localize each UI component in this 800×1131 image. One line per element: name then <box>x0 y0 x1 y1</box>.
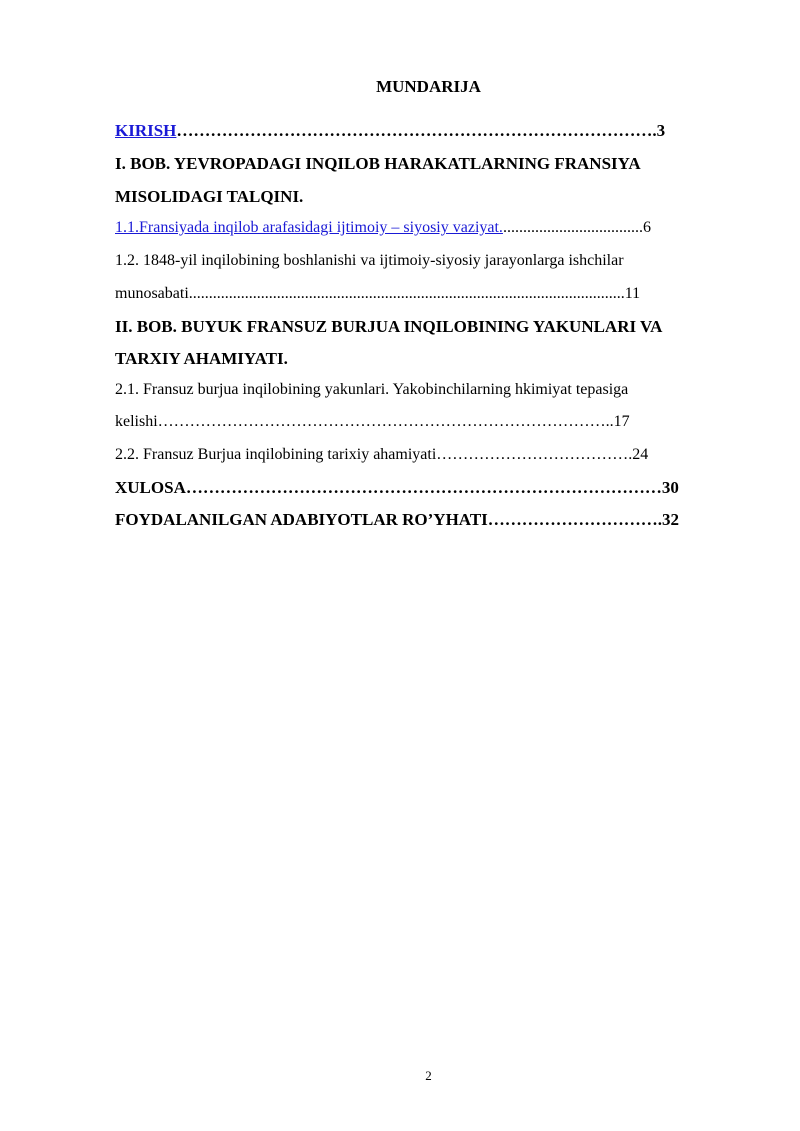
toc-page-number: 11 <box>624 285 641 302</box>
toc-chapter-1-heading: I. BOB. YEVROPADAGI INQILOB HARAKATLARNING FRANSIYA <box>115 154 641 173</box>
toc-entry-text: XULOSA <box>115 478 186 497</box>
toc-leader-dots: ................................... <box>502 219 643 236</box>
toc-link-1-1[interactable]: 1.1.Fransiyada inqilob arafasidagi ijtimoiy – siyosiy vaziyat. <box>115 219 503 236</box>
toc-entry-text: kelishi <box>115 413 158 430</box>
toc-page-number: 17 <box>613 413 630 430</box>
toc-entry-2-1: 2.1. Fransuz burjua inqilobining yakunlari. Yakobinchilarning hkimiyat tepasiga <box>115 381 629 398</box>
toc-entry-2-2 <box>115 447 648 463</box>
toc-entry-1-2: 1.2. 1848-yil inqilobining boshlanishi va ijtimoiy-siyosiy jarayonlarga ishchilar <box>115 252 624 269</box>
toc-page-number: 6 <box>642 219 651 236</box>
toc-entry-kirish <box>115 122 665 139</box>
toc-leader-dots: …………………………. <box>487 510 663 529</box>
toc-leader-dots: ............................................................................................................. <box>188 285 625 302</box>
toc-leader-dots: ………………………………. <box>436 446 633 463</box>
toc-page-number: 30 <box>661 478 679 497</box>
toc-leader-dots: ………………………………………………………………………….. <box>157 413 614 430</box>
toc-entry-text: munosabati <box>115 285 189 302</box>
toc-leader-dots: …………………………………………………………………………. <box>176 121 657 140</box>
toc-chapter-2-heading-cont: TARXIY AHAMIYATI. <box>115 349 288 368</box>
page-number: 2 <box>425 1068 432 1083</box>
toc-page-number: 32 <box>662 510 680 529</box>
toc-entry-1-2-cont <box>115 286 640 302</box>
toc-chapter-1-heading-cont: MISOLIDAGI TALQINI. <box>115 187 304 206</box>
toc-entry-xulosa <box>115 479 679 496</box>
toc-entry-text: 2.2. Fransuz Burjua inqilobining tarixiy ahamiyati <box>115 446 437 463</box>
toc-chapter-2-heading: II. BOB. BUYUK FRANSUZ BURJUA INQILOBINING YAKUNLARI VA <box>115 317 663 336</box>
toc-page-number: 24 <box>632 446 649 463</box>
toc-link-kirish[interactable]: KIRISH <box>115 121 177 140</box>
toc-title: MUNDARIJA <box>376 77 481 96</box>
toc-entry-1-1 <box>115 220 651 236</box>
toc-entry-2-1-cont <box>115 414 630 430</box>
toc-leader-dots: ………………………………………………………………………… <box>185 478 662 497</box>
toc-page-number: 3 <box>656 121 666 140</box>
toc-entry-text: FOYDALANILGAN ADABIYOTLAR RO’YHATI <box>115 510 488 529</box>
toc-entry-references <box>115 511 679 528</box>
